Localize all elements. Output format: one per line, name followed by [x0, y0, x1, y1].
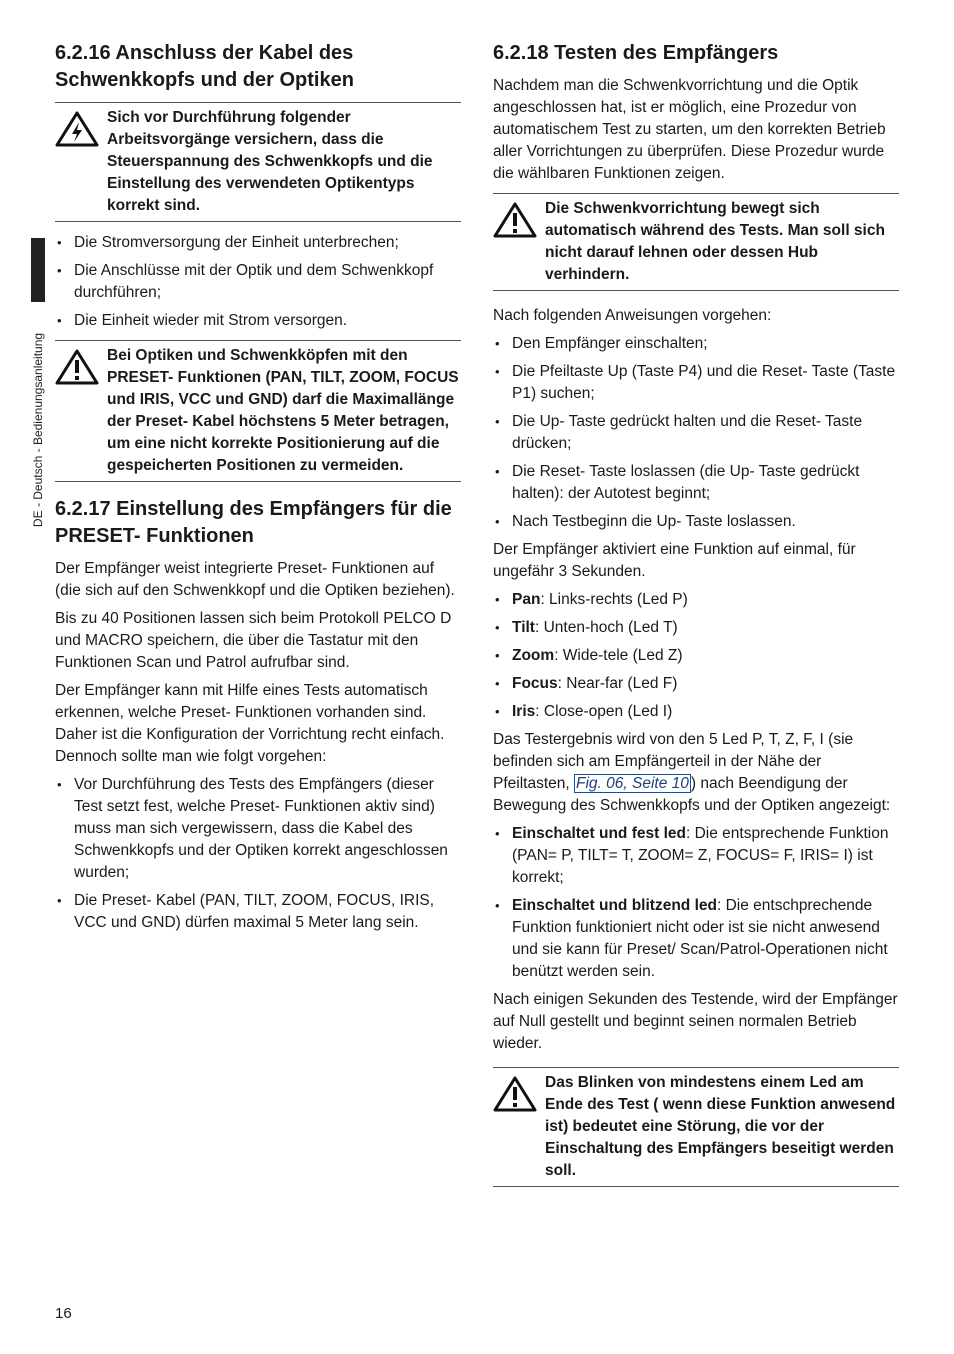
list-item: • Die Reset- Taste loslassen (die Up- Taste gedrückt halten): der Autotest beginnt;	[493, 461, 899, 505]
list-item	[493, 645, 899, 667]
term: Einschaltet und fest led	[512, 825, 686, 842]
term-desc: : Wide-tele (Led Z)	[554, 647, 683, 664]
side-tab-marker	[31, 238, 45, 302]
list-item: • Die Pfeiltaste Up (Taste P4) und die Reset- Taste (Taste P1) suchen;	[493, 361, 899, 405]
paragraph: Der Empfänger weist integrierte Preset- Funktionen auf (die sich auf den Schwenkkopf und die Optiken beziehen).	[55, 560, 455, 599]
result-paragraph	[493, 729, 899, 817]
connection-steps-list	[55, 232, 461, 332]
term-desc: : Close-open (Led I)	[535, 703, 673, 720]
function-list	[493, 589, 899, 723]
warning-icon	[55, 345, 107, 385]
list-item: • Die Up- Taste gedrückt halten und die Reset- Taste drücken;	[493, 411, 899, 455]
preset-notes-list	[55, 774, 461, 934]
warning-text: Das Blinken von mindestens einem Led am Ende des Test ( wenn diese Funktion anwesend ist) bedeutet eine Störung, die vor der Einschaltung des Empfängers beseitigt werden soll.	[545, 1074, 896, 1179]
warning-text: Sich vor Durchführung folgender Arbeitsvorgänge versichern, dass die Steuerspannung des Schwenkkopfs und die Einstellung des verwendeten Optikentyps korrekt sind.	[107, 109, 433, 214]
term-desc: : Links-rechts (Led P)	[540, 591, 688, 608]
warning-text: Bei Optiken und Schwenkköpfen mit den PRESET- Funktionen (PAN, TILT, ZOOM, FOCUS und IRIS, VCC und GND) darf die Maximallänge der Preset- Kabel höchstens 5 Meter betragen, um eine nicht korrekte Positionierung auf die gespeicherten Positionen zu vermeiden.	[107, 347, 459, 474]
paragraph: Der Empfänger kann mit Hilfe eines Tests automatisch erkennen, welche Preset- Funktionen vorhanden sind. Daher ist die Konfiguration der Vorrichtung recht einfach. Dennoch sollte man wie folgt vorgehen:	[55, 682, 445, 765]
term-desc: : Unten-hoch (Led T)	[534, 619, 678, 636]
term: Einschaltet und blitzend led	[512, 897, 717, 914]
warning-text: Die Schwenkvorrichtung bewegt sich automatisch während des Tests. Man soll sich nicht darauf lehnen oder dessen Hub verhindern.	[545, 200, 885, 283]
right-column	[493, 40, 899, 1197]
term: Zoom	[512, 647, 555, 664]
paragraph: Nach folgenden Anweisungen vorgehen:	[493, 307, 772, 324]
section-heading-6-2-16: 6.2.16 Anschluss der Kabel des Schwenkkopfs und der Optiken	[55, 42, 354, 91]
list-item	[493, 823, 899, 889]
term: Focus	[512, 675, 558, 692]
term-desc: : Die entsprechende Funktion (PAN= P, TILT= T, ZOOM= Z, FOCUS= F, IRIS= I) ist korrekt;	[512, 825, 889, 886]
list-item: • Die Einheit wieder mit Strom versorgen.	[55, 310, 461, 332]
page-number: 16	[55, 1305, 72, 1322]
term: Pan	[512, 591, 541, 608]
term: Tilt	[512, 619, 535, 636]
led-state-list	[493, 823, 899, 983]
list-item	[493, 673, 899, 695]
list-item	[493, 895, 899, 983]
term-desc: : Near-far (Led F)	[557, 675, 678, 692]
list-item: • Die Preset- Kabel (PAN, TILT, ZOOM, FOCUS, IRIS, VCC und GND) dürfen maximal 5 Meter lang sein.	[55, 890, 461, 934]
list-item: • Den Empfänger einschalten;	[493, 333, 899, 355]
list-item: • Die Stromversorgung der Einheit unterbrechen;	[55, 232, 461, 254]
list-item: • Vor Durchführung des Tests des Empfängers (dieser Test setzt fest, welche Preset- Funktionen aktiv sind) muss man sich vergewissern, dass die Kabel des Schwenkkopfs und der Optiken korrekt angeschlossen wurden;	[55, 774, 461, 884]
term: Iris	[512, 703, 536, 720]
test-steps-list	[493, 333, 899, 533]
list-item	[493, 617, 899, 639]
blink-warning-box	[493, 1067, 899, 1187]
list-item: • Nach Testbeginn die Up- Taste loslassen.	[493, 511, 899, 533]
section-heading-6-2-18: 6.2.18 Testen des Empfängers	[493, 42, 779, 64]
list-item: • Die Anschlüsse mit der Optik und dem Schwenkkopf durchführen;	[55, 260, 461, 304]
electric-hazard-icon	[55, 107, 107, 147]
paragraph: Nachdem man die Schwenkvorrichtung und die Optik angeschlossen hat, ist er möglich, eine Prozedur von automatischem Test zu starten, um den korrekten Betrieb aller Vorrichtungen zu überprüfen. Diese Prozedur wurde die wählbaren Funktionen zeigen.	[493, 77, 886, 182]
movement-warning-box	[493, 193, 899, 291]
paragraph: Der Empfänger aktiviert eine Funktion auf einmal, für ungefähr 3 Sekunden.	[493, 541, 856, 580]
side-language-label: DE - Deutsch - Bedienungsanleitung	[31, 332, 45, 528]
paragraph: Bis zu 40 Positionen lassen sich beim Protokoll PELCO D und MACRO speichern, die über die Tastatur mit den Funktionen Scan und Patrol aufrufbar sind.	[55, 610, 452, 671]
term-desc: : Die entschprechende Funktion funktioniert nicht oder ist sie nicht anwesend und sie kann für Preset/ Scan/Patrol-Operationen nicht benützt werden sein.	[512, 897, 888, 980]
left-column	[55, 40, 461, 940]
warning-icon	[493, 198, 545, 238]
preset-cable-warning-box	[55, 340, 461, 482]
list-item	[493, 589, 899, 611]
paragraph: Nach einigen Sekunden des Testende, wird der Empfänger auf Null gestellt und beginnt seinen normalen Betrieb wieder.	[493, 991, 898, 1052]
result-text-post: ) nach Beendigung der Bewegung des Schwenkkopfs und der Optiken angezeigt:	[493, 775, 891, 814]
electric-warning-box	[55, 102, 461, 222]
warning-icon	[493, 1072, 545, 1112]
list-item	[493, 701, 899, 723]
result-text-pre: Das Testergebnis wird von den 5 Led P, T, Z, F, I (sie befinden sich am Empfängerteil in der Nähe der Pfeiltasten,	[493, 731, 854, 792]
section-heading-6-2-17: 6.2.17 Einstellung des Empfängers für die PRESET- Funktionen	[55, 498, 452, 547]
figure-reference-link[interactable]: Fig. 06, Seite 10	[576, 775, 689, 792]
